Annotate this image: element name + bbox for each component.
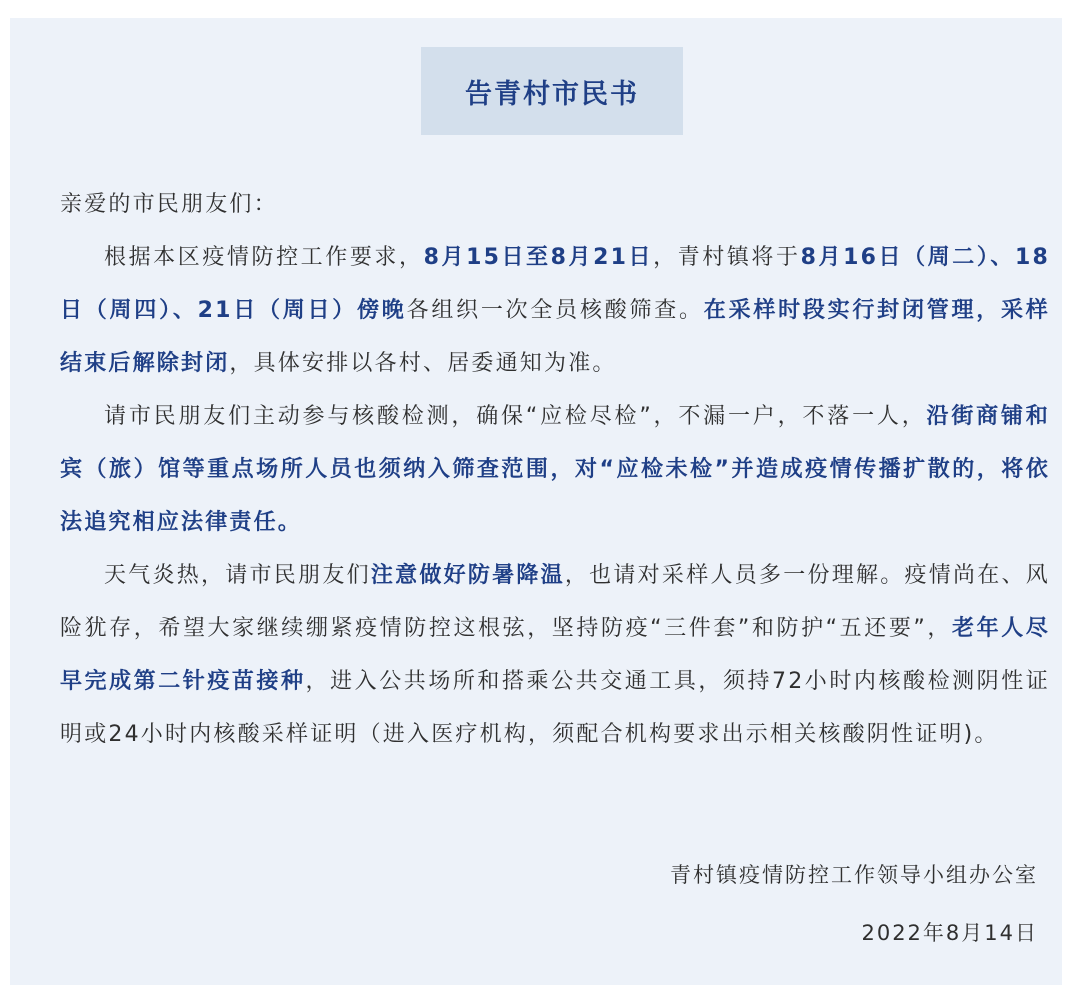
paragraph-text: ，进入公共场所和搭乘公共交通工具，须持72小时内核酸检测阴性证明或24小时内核酸采样证明（进入医疗机构，须配合机构要求出示相关核酸阴性证明)。 <box>60 669 1050 747</box>
paragraph-text: ，青村镇将于 <box>653 245 801 270</box>
notice-body <box>60 178 1050 761</box>
highlight-screening-days: 8月16日（周二）、18日（周四）、21日（周日）傍晚 <box>60 245 1050 323</box>
signature-block <box>670 846 1038 962</box>
highlight-legal-liability: 沿街商铺和宾（旅）馆等重点场所人员也须纳入筛查范围，对“应检未检”并造成疫情传播扩散的，将依法追究相应法律责任。 <box>60 404 1050 535</box>
notice-sheet <box>10 18 1062 985</box>
paragraph-participation <box>60 390 1050 549</box>
issuing-office: 青村镇疫情防控工作领导小组办公室 <box>670 863 1038 887</box>
paragraph-precautions <box>60 549 1050 761</box>
highlight-heat-prevention: 注意做好防暑降温 <box>370 563 565 588</box>
paragraph-text: 请市民朋友们主动参与核酸检测，确保“应检尽检”，不漏一户，不落一人， <box>104 404 927 429</box>
highlight-date-range: 8月15日至8月21日 <box>423 245 654 270</box>
paragraph-text: ，具体安排以各村、居委通知为准。 <box>229 351 617 376</box>
paragraph-text: 各组织一次全员核酸筛查。 <box>406 298 704 323</box>
paragraph-schedule <box>60 231 1050 390</box>
issue-date: 2022年8月14日 <box>861 921 1038 945</box>
notice-title: 告青村市民书 <box>465 78 639 110</box>
highlight-vaccination: 老年人尽早完成第二针疫苗接种 <box>60 616 1050 694</box>
greeting: 亲爱的市民朋友们： <box>60 192 278 217</box>
paragraph-text: 天气炎热，请市民朋友们 <box>104 563 371 588</box>
title-banner <box>421 47 683 135</box>
paragraph-text: ，也请对采样人员多一份理解。疫情尚在、风险犹存，希望大家继续绷紧疫情防控这根弦，坚持防疫“三件套”和防护“五还要”， <box>60 563 1050 641</box>
paragraph-text: 根据本区疫情防控工作要求， <box>104 245 424 270</box>
highlight-closed-management: 在采样时段实行封闭管理，采样结束后解除封闭 <box>60 298 1050 376</box>
